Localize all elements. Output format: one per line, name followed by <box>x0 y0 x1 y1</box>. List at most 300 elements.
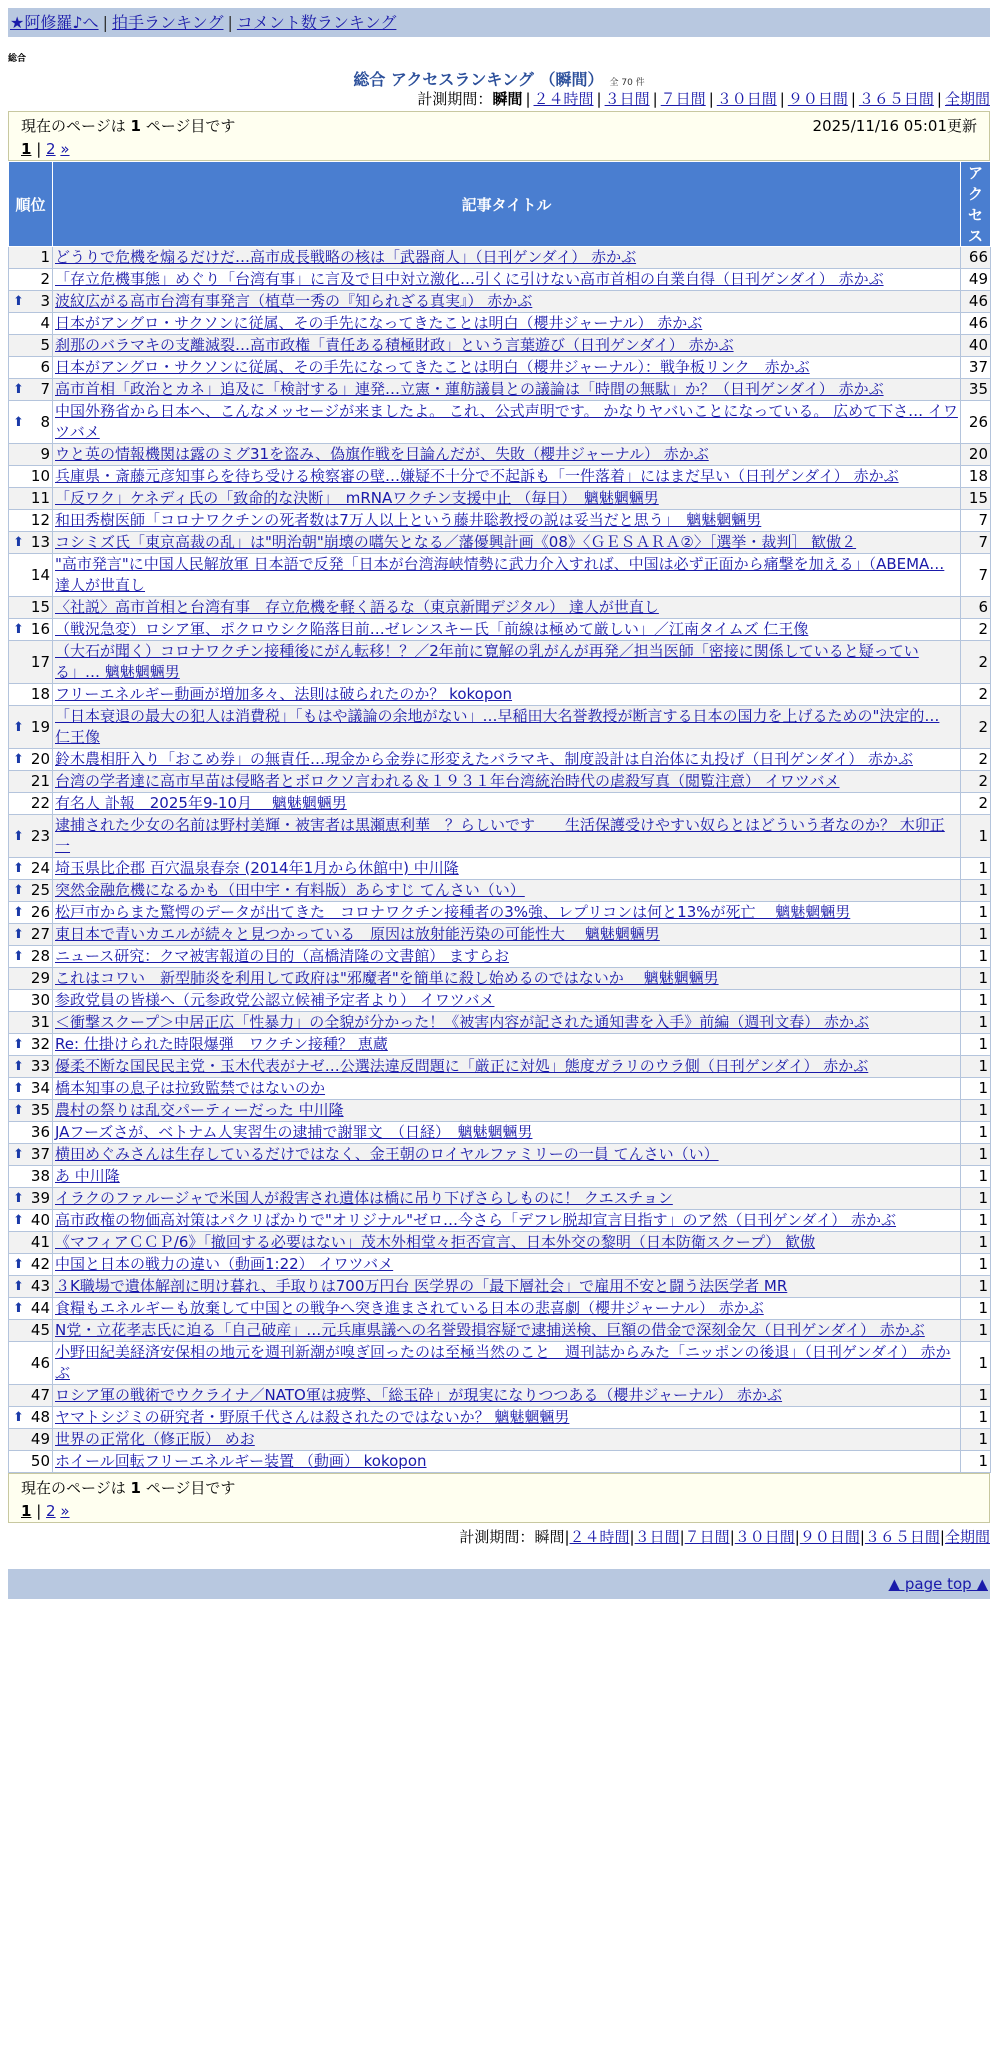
rank-cell <box>9 1144 53 1166</box>
table-row <box>9 313 991 335</box>
rank-cell <box>9 1210 53 1232</box>
article-link[interactable]: 横田めぐみさんは生存しているだけではなく、金王朝のロイヤルファミリーの一員 てんさい（い） <box>55 1145 719 1163</box>
article-link[interactable]: 逮捕された少女の名前は野村美輝・被害者は黒瀬恵利華 ？らしいです 生活保護受けやすい奴らとはどういう者なのか？ 木卯正一 <box>55 816 945 855</box>
period-3[interactable]: ７日間 <box>684 1528 730 1546</box>
table-row <box>9 1342 991 1385</box>
article-link[interactable]: 和田秀樹医師「コロナワクチンの死者数は7万人以上という藤井聡教授の説は妥当だと思う」 魑魅魍魎男 <box>55 511 762 529</box>
access-count: 2 <box>961 619 991 641</box>
table-row <box>9 532 991 554</box>
article-link[interactable]: どうりで危機を煽るだけだ…高市成長戦略の核は「武器商人」（日刊ゲンダイ） 赤かぶ <box>55 248 637 266</box>
table-row <box>9 1034 991 1056</box>
article-link[interactable]: 高市政権の物価高対策はパクリばかりで"オリジナル"ゼロ…今さら「デフレ脱却宣言目指す」のア然（日刊ゲンダイ） 赤かぶ <box>55 1211 897 1229</box>
title-cell <box>53 313 961 335</box>
rank-up-arrow-icon: ⬆ <box>13 719 24 735</box>
access-count: 1 <box>961 1188 991 1210</box>
article-link[interactable]: イラクのファルージャで米国人が殺害され遺体は橋に吊り下げさらしものに！ クエスチョン <box>55 1189 673 1207</box>
title-cell <box>53 1144 961 1166</box>
rank-number: 11 <box>30 489 50 507</box>
article-link[interactable]: 〈社説〉高市首相と台湾有事 存立危機を軽く語るな（東京新聞デジタル） 達人が世直し <box>55 598 659 616</box>
rank-number: 38 <box>30 1167 50 1185</box>
title-cell <box>53 510 961 532</box>
rank-cell <box>9 1232 53 1254</box>
title-cell <box>53 1385 961 1407</box>
period-5[interactable]: ９０日間 <box>799 1528 860 1546</box>
title-cell <box>53 554 961 597</box>
access-count: 1 <box>961 880 991 902</box>
table-row <box>9 619 991 641</box>
table-row <box>9 858 991 880</box>
table-row <box>9 924 991 946</box>
table-row <box>9 1210 991 1232</box>
period-7[interactable]: 全期間 <box>944 1528 990 1546</box>
table-row <box>9 1056 991 1078</box>
rank-up-arrow-icon: ⬆ <box>13 1301 24 1316</box>
rank-cell <box>9 357 53 379</box>
title-cell <box>53 706 961 749</box>
article-link[interactable]: ３K職場で遺体解剖に明け暮れ、手取りは700万円台 医学界の「最下層社会」で雇用不安と闘う法医学者 MR <box>55 1277 788 1295</box>
table-row <box>9 902 991 924</box>
title-cell <box>53 1254 961 1276</box>
updated-time: 2025/11/16 05:01更新 <box>812 117 977 135</box>
table-row <box>9 771 991 793</box>
article-link[interactable]: 台湾の学者達に高市早苗は侵略者とボロクソ言われる＆１９３１年台湾統治時代の虐殺写真（閲覧注意） イワツバメ <box>55 772 840 790</box>
title-cell <box>53 1342 961 1385</box>
access-count: 1 <box>961 1144 991 1166</box>
table-row <box>9 335 991 357</box>
rank-cell <box>9 946 53 968</box>
title-cell <box>53 793 961 815</box>
table-row <box>9 1254 991 1276</box>
table-row <box>9 466 991 488</box>
title-cell <box>53 771 961 793</box>
rank-number: 47 <box>30 1386 50 1404</box>
rank-number: 46 <box>30 1353 50 1372</box>
article-link[interactable]: 優柔不断な国民民主党・玉木代表がナゼ…公選法違反問題に「厳正に対処」態度ガラリのウラ側（日刊ゲンダイ） 赤かぶ <box>55 1057 869 1075</box>
article-link[interactable]: （戦況急変）ロシア軍、ポクロウシク陥落目前…ゼレンスキー氏「前線は極めて厳しい」／江南タイムズ 仁王像 <box>55 620 809 638</box>
rank-number: 44 <box>30 1299 50 1317</box>
period-separator: | <box>596 90 602 108</box>
article-link[interactable]: 鈴木農相肝入り「おこめ券」の無責任…現金から金券に形変えたバラマキ、制度設計は自治体に丸投げ（日刊ゲンダイ） 赤かぶ <box>55 750 913 768</box>
table-row <box>9 357 991 379</box>
rank-up-arrow-icon: ⬆ <box>13 949 24 964</box>
access-count: 1 <box>961 1034 991 1056</box>
period-5[interactable]: ９０日間 <box>787 90 848 108</box>
rank-up-arrow-icon: ⬆ <box>13 382 24 397</box>
rank-cell <box>9 1298 53 1320</box>
article-link[interactable]: 「日本衰退の最大の犯人は消費税」「もはや議論の余地がない」…早稲田大名誉教授が断言する日本の国力を上げるための"決定的… 仁王像 <box>55 707 940 746</box>
total-count: 全 70 件 <box>609 78 645 88</box>
article-link[interactable]: 食糧もエネルギーも放棄して中国との戦争へ突き進まされている日本の悲喜劇（櫻井ジャーナル） 赤かぶ <box>55 1299 764 1317</box>
rank-cell <box>9 379 53 401</box>
rank-number: 5 <box>40 336 50 354</box>
access-count: 1 <box>961 1100 991 1122</box>
rank-number: 10 <box>30 467 50 485</box>
rank-cell <box>9 619 53 641</box>
rank-number: 24 <box>30 859 50 877</box>
rank-cell <box>9 444 53 466</box>
rank-cell <box>9 313 53 335</box>
rank-number: 33 <box>30 1057 50 1075</box>
table-row <box>9 1166 991 1188</box>
table-row <box>9 379 991 401</box>
title-cell <box>53 247 961 269</box>
rank-number: 18 <box>30 685 50 703</box>
article-link[interactable]: 埼玉県比企郡 百穴温泉春奈 (2014年1月から休館中) 中川隆 <box>55 859 459 877</box>
article-link[interactable]: 有名人 訃報 2025年9-10月 魑魅魍魎男 <box>55 794 347 812</box>
period-selector-bottom <box>8 1525 990 1549</box>
period-7[interactable]: 全期間 <box>944 90 990 108</box>
rank-number: 45 <box>30 1321 50 1339</box>
comment-ranking-link[interactable]: コメント数ランキング <box>236 13 397 32</box>
table-row <box>9 880 991 902</box>
access-count: 2 <box>961 749 991 771</box>
article-link[interactable]: あ 中川隆 <box>55 1167 120 1185</box>
period-separator: | <box>525 90 531 108</box>
rank-number: 23 <box>30 826 50 845</box>
title-cell <box>53 858 961 880</box>
access-count: 1 <box>961 1385 991 1407</box>
article-link[interactable]: 参政党員の皆様へ（元参政党公認立候補予定者より） イワツバメ <box>55 991 495 1009</box>
rank-cell <box>9 793 53 815</box>
article-link[interactable]: ＜衝撃スクープ＞中居正広「性暴力」の全貌が分かった！《被害内容が記された通知書を入手》前編（週刊文春） 赤かぶ <box>55 1013 870 1031</box>
access-count: 1 <box>961 968 991 990</box>
home-link[interactable]: ★阿修羅♪へ <box>10 13 99 32</box>
table-row <box>9 684 991 706</box>
rank-up-arrow-icon: ⬆ <box>13 1410 24 1425</box>
rank-number: 6 <box>40 358 50 376</box>
table-row <box>9 269 991 291</box>
rank-cell <box>9 1385 53 1407</box>
access-count: 37 <box>961 357 991 379</box>
page-info: 現在のページは 1 ページ目です <box>21 117 236 135</box>
rank-number: 31 <box>30 1013 50 1031</box>
rank-number: 36 <box>30 1123 50 1141</box>
nav-separator: | <box>102 13 108 32</box>
rank-number: 27 <box>30 925 50 943</box>
title-header: 記事タイトル <box>53 162 961 247</box>
access-count: 7 <box>961 510 991 532</box>
title-cell <box>53 335 961 357</box>
rank-cell <box>9 990 53 1012</box>
rank-number: 21 <box>30 772 50 790</box>
pager-page-2[interactable]: 2 <box>46 1502 56 1520</box>
rank-up-arrow-icon: ⬆ <box>13 294 24 309</box>
period-1[interactable]: ２４時間 <box>533 90 594 108</box>
access-count: 2 <box>961 684 991 706</box>
rank-number: 19 <box>30 717 50 736</box>
article-link[interactable]: ニュース研究：クマ被害報道の目的（高橋清隆の文書館） ますらお <box>55 947 510 965</box>
access-count: 49 <box>961 269 991 291</box>
rank-cell <box>9 247 53 269</box>
period-separator: | <box>708 90 714 108</box>
rank-number: 39 <box>30 1189 50 1207</box>
article-link[interactable]: 刹那のバラマキの支離滅裂…高市政権「責任ある積極財政」という言葉遊び（日刊ゲンダイ） 赤かぶ <box>55 336 734 354</box>
pager-next[interactable]: » <box>60 1502 70 1520</box>
title-cell <box>53 1122 961 1144</box>
article-link[interactable]: 日本がアングロ・サクソンに従属、その手先になってきたことは明白（櫻井ジャーナル）：戦争板リンク 赤かぶ <box>55 358 810 376</box>
article-link[interactable]: 《マフィアＣＣＰ/6》「撤回する必要はない」茂木外相堂々拒否宣言、日本外交の黎明（日本防衛スクープ） 歓傲 <box>55 1233 816 1251</box>
access-count: 1 <box>961 1166 991 1188</box>
rank-cell <box>9 815 53 858</box>
rank-number: 3 <box>40 292 50 310</box>
title-cell <box>53 1429 961 1451</box>
rank-cell <box>9 858 53 880</box>
rank-number: 41 <box>30 1233 50 1251</box>
rank-up-arrow-icon: ⬆ <box>13 1059 24 1074</box>
article-link[interactable]: 橋本知事の息子は拉致監禁ではないのか <box>55 1079 326 1097</box>
access-count: 1 <box>961 1276 991 1298</box>
rank-up-arrow-icon: ⬆ <box>13 1213 24 1228</box>
title-cell <box>53 1276 961 1298</box>
access-count: 2 <box>961 706 991 749</box>
rank-cell <box>9 1320 53 1342</box>
access-count: 2 <box>961 771 991 793</box>
table-row <box>9 1385 991 1407</box>
nav-separator: | <box>227 13 233 32</box>
rank-cell <box>9 1012 53 1034</box>
table-row <box>9 1276 991 1298</box>
article-link[interactable]: 中国と日本の戦力の違い（動画1:22） イワツバメ <box>55 1255 394 1273</box>
table-row <box>9 1100 991 1122</box>
table-row <box>9 706 991 749</box>
title-cell <box>53 1232 961 1254</box>
access-count: 1 <box>961 924 991 946</box>
rank-up-arrow-icon: ⬆ <box>13 1257 24 1272</box>
rank-up-arrow-icon: ⬆ <box>13 1081 24 1096</box>
table-row <box>9 793 991 815</box>
access-count: 1 <box>961 1122 991 1144</box>
access-count: 1 <box>961 990 991 1012</box>
access-count: 1 <box>961 1078 991 1100</box>
table-row <box>9 1320 991 1342</box>
rank-cell <box>9 902 53 924</box>
article-link[interactable]: 中国外務省から日本へ、こんなメッセージが来ましたよ。 これ、公式声明です。 かなりヤバいことになっている。 広めて下さ… イワツバメ <box>55 402 958 441</box>
title-cell <box>53 968 961 990</box>
article-link[interactable]: 「反ワク」ケネディ氏の「致命的な決断」 mRNAワクチン支援中止 （毎日） 魑魅魍魎男 <box>55 489 659 507</box>
period-separator: | <box>729 1528 735 1546</box>
title-cell <box>53 291 961 313</box>
rank-up-arrow-icon: ⬆ <box>13 927 24 942</box>
title-cell <box>53 619 961 641</box>
title-cell <box>53 401 961 444</box>
period-separator: | <box>652 90 658 108</box>
article-link[interactable]: ロシア軍の戦術でウクライナ／NATO軍は疲弊、「総玉砕」が現実になりつつある（櫻井ジャーナル） 赤かぶ <box>55 1386 783 1404</box>
table-row <box>9 946 991 968</box>
access-count: 1 <box>961 1451 991 1473</box>
access-count: 15 <box>961 488 991 510</box>
rank-cell <box>9 335 53 357</box>
rank-number: 26 <box>30 903 50 921</box>
access-count: 1 <box>961 1232 991 1254</box>
period-4[interactable]: ３０日間 <box>734 1528 795 1546</box>
rank-cell <box>9 1188 53 1210</box>
title-cell <box>53 1034 961 1056</box>
pager-current-page: 1 <box>21 140 32 158</box>
article-link[interactable]: 農村の祭りは乱交パーティーだった 中川隆 <box>55 1101 344 1119</box>
page-title-block <box>8 67 990 87</box>
rank-header: 順位 <box>9 162 53 247</box>
article-link[interactable]: 日本がアングロ・サクソンに従属、その手先になってきたことは明白（櫻井ジャーナル） 赤かぶ <box>55 314 703 332</box>
article-link[interactable]: JAフーズさが、ベトナム人実習生の逮捕で謝罪文 （日経） 魑魅魍魎男 <box>55 1123 533 1141</box>
article-link[interactable]: ウと英の情報機関は露のミグ31を盗み、偽旗作戦を目論んだが、失敗（櫻井ジャーナル） 赤かぶ <box>55 445 709 463</box>
table-row <box>9 815 991 858</box>
access-count: 1 <box>961 1012 991 1034</box>
article-link[interactable]: 世界の正常化（修正版） めお <box>55 1430 255 1448</box>
rank-up-arrow-icon: ⬆ <box>13 905 24 920</box>
article-link[interactable]: 突然金融危機になるかも（田中宇・有料版）あらすじ てんさい（い） <box>55 881 525 899</box>
period-selector <box>8 87 990 111</box>
period-1[interactable]: ２４時間 <box>569 1528 630 1546</box>
title-cell <box>53 1451 961 1473</box>
rank-cell <box>9 1429 53 1451</box>
title-cell <box>53 269 961 291</box>
period-6[interactable]: ３６５日間 <box>858 90 934 108</box>
rank-number: 29 <box>30 969 50 987</box>
title-cell <box>53 990 961 1012</box>
period-3[interactable]: ７日間 <box>660 90 706 108</box>
period-6[interactable]: ３６５日間 <box>864 1528 940 1546</box>
rank-number: 15 <box>30 598 50 616</box>
rank-cell <box>9 1034 53 1056</box>
access-count: 1 <box>961 1429 991 1451</box>
period-4[interactable]: ３０日間 <box>716 90 777 108</box>
title-cell <box>53 1056 961 1078</box>
title-cell <box>53 444 961 466</box>
rank-up-arrow-icon: ⬆ <box>13 414 24 430</box>
rank-up-arrow-icon: ⬆ <box>13 861 24 876</box>
rank-up-arrow-icon: ⬆ <box>13 1037 24 1052</box>
access-count: 26 <box>961 401 991 444</box>
article-link[interactable]: これはコワい 新型肺炎を利用して政府は"邪魔者"を簡単に殺し始めるのではないか 魑魅魍魎男 <box>55 969 719 987</box>
rank-cell <box>9 706 53 749</box>
rank-cell <box>9 1407 53 1429</box>
table-row <box>9 990 991 1012</box>
period-separator: | <box>564 1528 570 1546</box>
table-row <box>9 291 991 313</box>
rank-cell <box>9 1342 53 1385</box>
clap-ranking-link[interactable]: 拍手ランキング <box>111 13 224 32</box>
rank-number: 50 <box>30 1452 50 1470</box>
rank-cell <box>9 924 53 946</box>
pager-next[interactable]: » <box>60 140 70 158</box>
page-top-link[interactable]: ▲ page top ▲ <box>888 1575 988 1593</box>
access-count: 1 <box>961 1320 991 1342</box>
rank-number: 43 <box>30 1277 50 1295</box>
table-row <box>9 1012 991 1034</box>
access-count: 1 <box>961 1298 991 1320</box>
period-separator: | <box>939 1528 945 1546</box>
article-link[interactable]: 兵庫県・斎藤元彦知事らを待ち受ける検察審の壁…嫌疑不十分で不起訴も「一件落着」にはまだ早い（日刊ゲンダイ） 赤かぶ <box>55 467 899 485</box>
rank-number: 42 <box>30 1255 50 1273</box>
title-cell <box>53 357 961 379</box>
period-separator: | <box>794 1528 800 1546</box>
rank-number: 34 <box>30 1079 50 1097</box>
title-cell <box>53 1012 961 1034</box>
article-link[interactable]: フリーエネルギー動画が増加多々、法則は破られたのか？ kokopon <box>55 685 513 703</box>
period-2[interactable]: ３日間 <box>634 1528 680 1546</box>
access-count: 1 <box>961 1342 991 1385</box>
article-link[interactable]: N党・立花孝志氏に迫る「自己破産」…元兵庫県議への名誉毀損容疑で逮捕送検、巨額の借金で深刻金欠（日刊ゲンダイ） 赤かぶ <box>55 1321 925 1339</box>
title-cell <box>53 379 961 401</box>
rank-up-arrow-icon: ⬆ <box>13 828 24 844</box>
article-link[interactable]: Re: 仕掛けられた時限爆弾 ワクチン接種？ 恵蔵 <box>55 1035 388 1053</box>
article-link[interactable]: 松戸市からまた驚愕のデータが出てきた コロナワクチン接種者の3%強、レプリコンは何と13%が死亡 魑魅魍魎男 <box>55 903 851 921</box>
rank-up-arrow-icon: ⬆ <box>13 1191 24 1206</box>
page-info: 現在のページは 1 ページ目です <box>21 1479 236 1497</box>
table-row <box>9 401 991 444</box>
rank-number: 49 <box>30 1430 50 1448</box>
period-2[interactable]: ３日間 <box>604 90 650 108</box>
access-count: 1 <box>961 946 991 968</box>
rank-cell <box>9 1451 53 1473</box>
title-cell <box>53 1078 961 1100</box>
rank-number: 32 <box>30 1035 50 1053</box>
access-header: アクセス <box>961 162 991 247</box>
rank-number: 2 <box>40 270 50 288</box>
rank-number: 22 <box>30 794 50 812</box>
rank-number: 14 <box>30 565 50 584</box>
access-count: 7 <box>961 554 991 597</box>
access-count: 40 <box>961 335 991 357</box>
table-row <box>9 510 991 532</box>
rank-cell <box>9 1122 53 1144</box>
article-link[interactable]: コシミズ氏「東京高裁の乱」は"明治朝"崩壊の嚆矢となる／藩優興計画《08》〈ＧＥＳＡＲＡ②〉［選挙・裁判］ 歓傲２ <box>55 533 857 551</box>
rank-up-arrow-icon: ⬆ <box>13 1147 24 1162</box>
access-count: 1 <box>961 858 991 880</box>
rank-cell <box>9 597 53 619</box>
rank-number: 8 <box>40 412 50 431</box>
title-cell <box>53 1166 961 1188</box>
period-separator: | <box>850 90 856 108</box>
table-row <box>9 968 991 990</box>
page-title: 総合 アクセスランキング （瞬間） <box>353 70 604 89</box>
title-cell <box>53 1188 961 1210</box>
article-link[interactable]: 東日本で青いカエルが続々と見つかっている 原因は放射能汚染の可能性大 魑魅魍魎男 <box>55 925 660 943</box>
rank-cell <box>9 466 53 488</box>
article-link[interactable]: ホイール回転フリーエネルギー装置 （動画） kokopon <box>55 1452 427 1470</box>
rank-up-arrow-icon: ⬆ <box>13 752 24 767</box>
article-link[interactable]: 小野田紀美経済安保相の地元を週刊新潮が嗅ぎ回ったのは至極当然のこと 週刊誌からみた「ニッポンの後退」（日刊ゲンダイ） 赤かぶ <box>55 1343 951 1382</box>
table-row <box>9 1122 991 1144</box>
rank-number: 1 <box>40 248 50 266</box>
article-link[interactable]: "高市発言"に中国人民解放軍 日本語で反発「日本が台湾海峡情勢に武力介入すれば、中国は必ず正面から痛撃を加える」（ABEMA… 達人が世直し <box>55 555 945 594</box>
article-link[interactable]: 高市首相「政治とカネ」追及に「検討する」連発…立憲・蓮舫議員との議論は「時間の無駄」か？（日刊ゲンダイ） 赤かぶ <box>55 380 884 398</box>
table-row <box>9 554 991 597</box>
rank-number: 20 <box>30 750 50 768</box>
rank-cell <box>9 554 53 597</box>
access-count: 2 <box>961 641 991 684</box>
article-link[interactable]: （大石が聞く）コロナワクチン接種後にがん転移！？／2年前に寛解の乳がんが再発／担当医師「密接に関係していると疑っている」… 魑魅魍魎男 <box>55 642 919 681</box>
rank-cell <box>9 1276 53 1298</box>
article-link[interactable]: 「存立危機事態」めぐり「台湾有事」に言及で日中対立激化…引くに引けない高市首相の自業自得（日刊ゲンダイ） 赤かぶ <box>55 270 884 288</box>
access-count: 35 <box>961 379 991 401</box>
rank-cell <box>9 880 53 902</box>
rank-number: 9 <box>40 445 50 463</box>
article-link[interactable]: ヤマトシジミの研究者・野原千代さんは殺されたのではないか？ 魑魅魍魎男 <box>55 1408 570 1426</box>
rank-number: 4 <box>40 314 50 332</box>
period-0: 瞬間 <box>534 1528 565 1546</box>
title-cell <box>53 1210 961 1232</box>
access-count: 6 <box>961 597 991 619</box>
rank-up-arrow-icon: ⬆ <box>13 535 24 550</box>
rank-number: 28 <box>30 947 50 965</box>
pager-page-2[interactable]: 2 <box>46 140 56 158</box>
access-count: 1 <box>961 1210 991 1232</box>
table-row <box>9 247 991 269</box>
article-link[interactable]: 波紋広がる高市台湾有事発言（植草一秀の『知られざる真実』） 赤かぶ <box>55 292 533 310</box>
table-row <box>9 444 991 466</box>
table-header-row <box>9 162 991 247</box>
